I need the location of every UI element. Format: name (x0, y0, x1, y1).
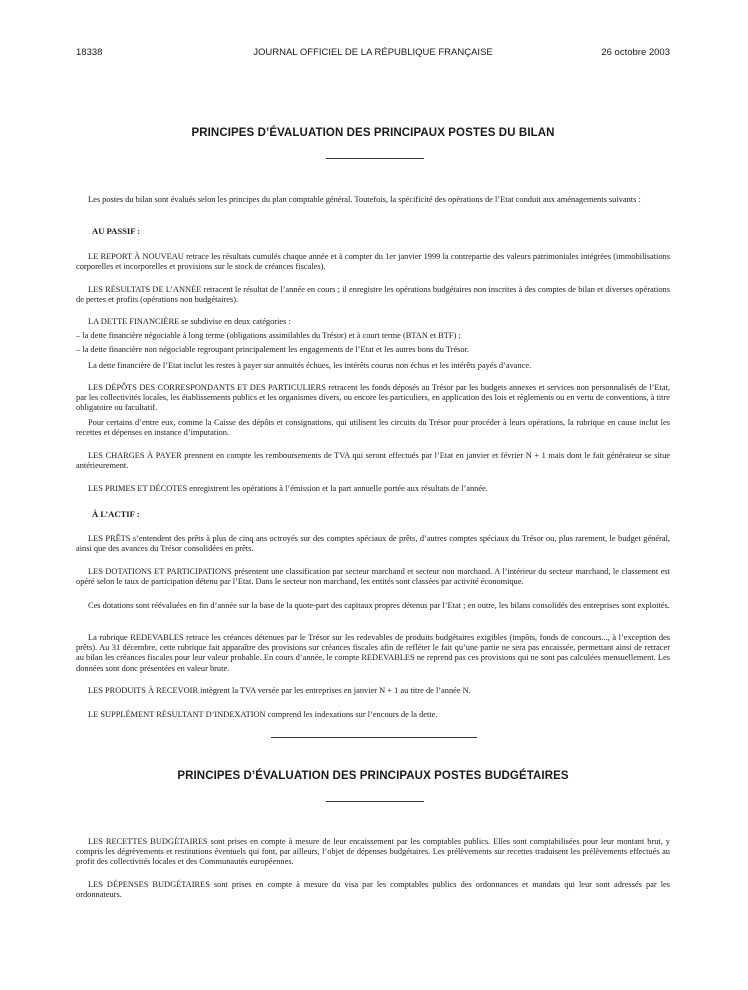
paragraph-primes: LES PRIMES ET DÉCOTES enregistrent les opérations à l’émission et la part annuelle portée aux résultats de l’année. (88, 484, 488, 493)
paragraph-resultats: LES RÉSULTATS DE L’ANNÉE retracent le résultat de l’année en cours ; il enregistre les opérations budgétaires non inscrites à des comptes de bilan et diverses opérations de pertes et profits (opérations non budgétaires). (76, 285, 670, 305)
title-divider-2 (326, 801, 424, 802)
page-number: 18338 (76, 47, 103, 58)
paragraph-depenses: LES DÉPENSES BUDGÉTAIRES sont prises en compte à mesure du visa par les comptables publics des ordonnances et mandats qui leur sont adressés par les ordonnateurs. (76, 880, 670, 900)
paragraph-depots-2: Pour certains d’entre eux, comme la Caisse des dépôts et consignations, qui utilisent les circuits du Trésor pour procéder à leurs opérations, la rubrique en cause inclut les recettes et dépenses en instance d’imputation. (76, 418, 670, 438)
subheading-passif: AU PASSIF : (92, 226, 141, 236)
section-title-bilan: PRINCIPES D’ÉVALUATION DES PRINCIPAUX POSTES DU BILAN (191, 127, 555, 139)
list-item-dette-non-negociable: – la dette financière non négociable regroupant principalement les engagements de l’Etat et les autres bons du Trésor. (76, 345, 470, 354)
page-header (76, 47, 670, 61)
paragraph-report: LE REPORT À NOUVEAU retrace les résultats cumulés chaque année et à compter du 1er janvier 1999 la contrepartie des valeurs patrimoniales intégrées (immobilisations corporelles et incorporelles et provisions sur le stock de créances fiscales). (76, 252, 670, 272)
publication-date: 26 octobre 2003 (601, 47, 670, 58)
journal-title: JOURNAL OFFICIEL DE LA RÉPUBLIQUE FRANÇAISE (253, 47, 493, 58)
title-divider (326, 158, 424, 159)
paragraph-dette-restes: La dette financière de l’Etat inclut les restes à payer sur annuités échues, les intérêts courus non échus et les intérêts payés d’avance. (88, 361, 532, 370)
paragraph-supplement: LE SUPPLÉMENT RÉSULTANT D’INDEXATION comprend les indexations sur l’encours de la dette. (88, 710, 438, 719)
paragraph-dotations: LES DOTATIONS ET PARTICIPATIONS présentent une classification par secteur marchand et secteur non marchand. A l’intérieur du secteur marchand, le classement est opéré selon le taux de participation détenu par l’Etat. Dans le secteur non marchand, les entités sont classées par activité économique. (76, 567, 670, 587)
subheading-actif: À L’ACTIF : (92, 509, 140, 519)
paragraph-produits: LES PRODUITS À RECEVOIR intègrent la TVA versée par les entreprises en janvier N + 1 au titre de l’année N. (88, 686, 471, 695)
intro-paragraph: Les postes du bilan sont évalués selon les principes du plan comptable général. Toutefois, la spécificité des opérations de l’Etat conduit aux aménagements suivants : (88, 195, 641, 204)
paragraph-depots: LES DÉPÔTS DES CORRESPONDANTS ET DES PARTICULIERS retracent les fonds déposés au Trésor par les budgets annexes et services non personnalisés de l’Etat, par les collectivités locales, les établissements publics et les organismes divers, ou encore les particuliers, en application des lois et règlements ou en vertu de conventions, à titre obligatoire ou facultatif. (76, 383, 670, 413)
section-divider (271, 737, 477, 738)
paragraph-charges: LES CHARGES À PAYER prennent en compte les remboursements de TVA qui seront effectués par l’Etat en janvier et février N + 1 mais dont le fait générateur se situe antérieurement. (76, 451, 670, 471)
paragraph-dette-intro: LA DETTE FINANCIÈRE se subdivise en deux catégories : (88, 317, 291, 326)
list-item-dette-negociable: – la dette financière négociable à long terme (obligations assimilables du Trésor) et à court terme (BTAN et BTF) ; (76, 331, 461, 340)
paragraph-recettes: LES RECETTES BUDGÉTAIRES sont prises en compte à mesure de leur encaissement par les comptables publics. Elles sont comptabilisées pour leur montant brut, y compris les dégrèvements et restitutions éventuels qui font, par ailleurs, l’objet de dépenses budgétaires. Les prélèvements sur recettes traduisent les prélèvements effectués au profit des collectivités locales et des Communautés européennes. (76, 837, 670, 867)
section-title-budgetaires: PRINCIPES D’ÉVALUATION DES PRINCIPAUX POSTES BUDGÉTAIRES (177, 770, 569, 782)
paragraph-prets: LES PRÊTS s’entendent des prêts à plus de cinq ans octroyés sur des comptes spéciaux de prêts, d’autres comptes spéciaux du Trésor ou, plus rarement, le budget général, ainsi que des avances du Trésor consolidées en prêts. (76, 534, 670, 554)
paragraph-redevables: La rubrique REDEVABLES retrace les créances détenues par le Trésor sur les redevables de produits budgétaires exigibles (impôts, fonds de concours..., à l’exception des prêts). Au 31 décembre, cette rubrique fait apparaître des provisions sur créances fiscales afin de refléter le fait qu’une partie ne sera pas encaissée, permettant ainsi de retracer au bilan les créances fiscales pour leur valeur probable. En cours d’année, le compte REDEVABLES ne reprend pas ces provisions qui ne sont pas calculées mensuellement. Les données sont donc présentées en valeur brute. (76, 633, 670, 673)
paragraph-dotations-2: Ces dotations sont réévaluées en fin d’année sur la base de la quote-part des capitaux propres détenus par l’Etat ; en outre, les bilans consolidés des entreprises sont exploités. (88, 601, 670, 610)
